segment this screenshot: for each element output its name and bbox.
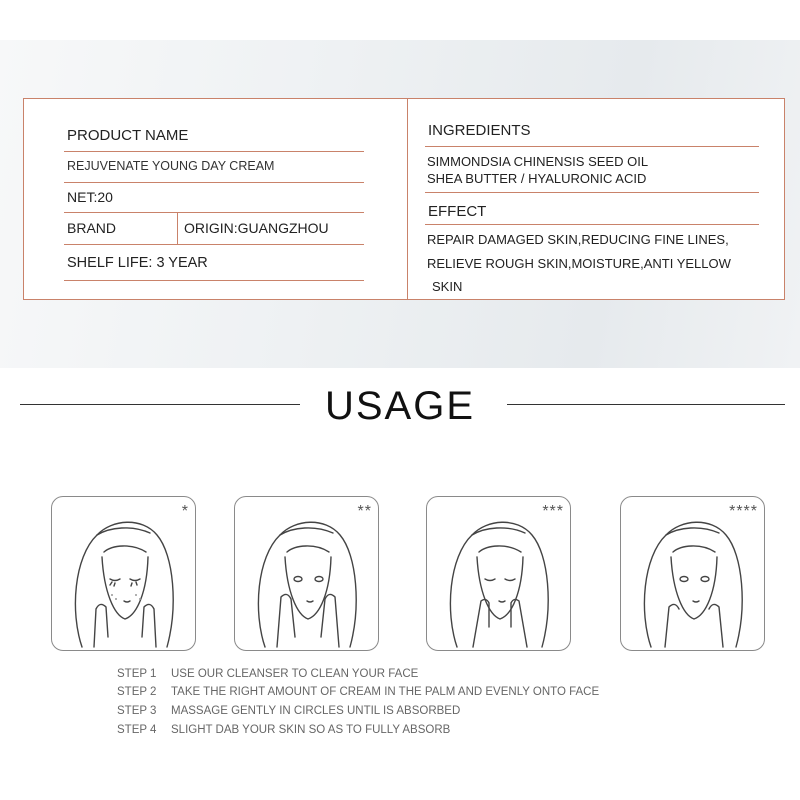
- step-number: STEP 1: [117, 668, 157, 680]
- divider: [425, 146, 759, 147]
- shelf-life: SHELF LIFE: 3 YEAR: [67, 255, 208, 271]
- step-number: STEP 4: [117, 724, 157, 736]
- divider: [64, 244, 364, 245]
- step-card-3: [426, 496, 571, 651]
- usage-rule-right: [507, 404, 785, 405]
- step-item: [117, 705, 460, 717]
- product-name-label: PRODUCT NAME: [67, 127, 189, 144]
- divider: [64, 182, 364, 183]
- net-weight: NET:20: [67, 189, 113, 205]
- divider: [425, 192, 759, 193]
- product-name-value: REJUVENATE YOUNG DAY CREAM: [67, 159, 275, 173]
- step-mark: **: [357, 503, 372, 520]
- step-text: MASSAGE GENTLY IN CIRCLES UNTIL IS ABSORBED: [171, 705, 461, 717]
- step-text: SLIGHT DAB YOUR SKIN SO AS TO FULLY ABSORB: [171, 724, 451, 736]
- step-number: STEP 2: [117, 686, 157, 698]
- effect-line-1: REPAIR DAMAGED SKIN,REDUCING FINE LINES,: [427, 232, 729, 247]
- usage-rule-left: [20, 404, 300, 405]
- divider: [425, 224, 759, 225]
- effect-label: EFFECT: [428, 203, 487, 220]
- step-number: STEP 3: [117, 705, 157, 717]
- step-card-2: [234, 496, 379, 651]
- step-card-1: [51, 496, 196, 651]
- brand-origin-divider: [177, 212, 178, 244]
- effect-line-2: RELIEVE ROUGH SKIN,MOISTURE,ANTI YELLOW: [427, 256, 731, 271]
- divider: [64, 212, 364, 213]
- product-info-card: [23, 98, 785, 300]
- step-text: USE OUR CLEANSER TO CLEAN YOUR FACE: [171, 668, 419, 680]
- usage-title: USAGE: [324, 384, 476, 428]
- ingredients-line-1: SIMMONDSIA CHINENSIS SEED OIL: [427, 154, 649, 169]
- step-text: TAKE THE RIGHT AMOUNT OF CREAM IN THE PALM AND EVENLY ONTO FACE: [171, 686, 600, 698]
- step-item: [117, 686, 599, 698]
- step-card-4: [620, 496, 765, 651]
- ingredients-line-2: SHEA BUTTER / HYALURONIC ACID: [427, 171, 647, 186]
- step-mark: *: [181, 503, 189, 520]
- divider: [64, 151, 364, 152]
- step-mark: ***: [542, 503, 564, 520]
- ingredients-label: INGREDIENTS: [428, 122, 531, 139]
- effect-line-3: SKIN: [432, 279, 463, 294]
- step-mark: ****: [729, 503, 758, 520]
- card-divider: [407, 99, 408, 299]
- origin: ORIGIN:GUANGZHOU: [184, 220, 329, 236]
- brand-label: BRAND: [67, 220, 117, 236]
- step-item: [117, 724, 450, 736]
- divider: [64, 280, 364, 281]
- face-cleansing-icon: [52, 497, 196, 651]
- step-item: [117, 668, 418, 680]
